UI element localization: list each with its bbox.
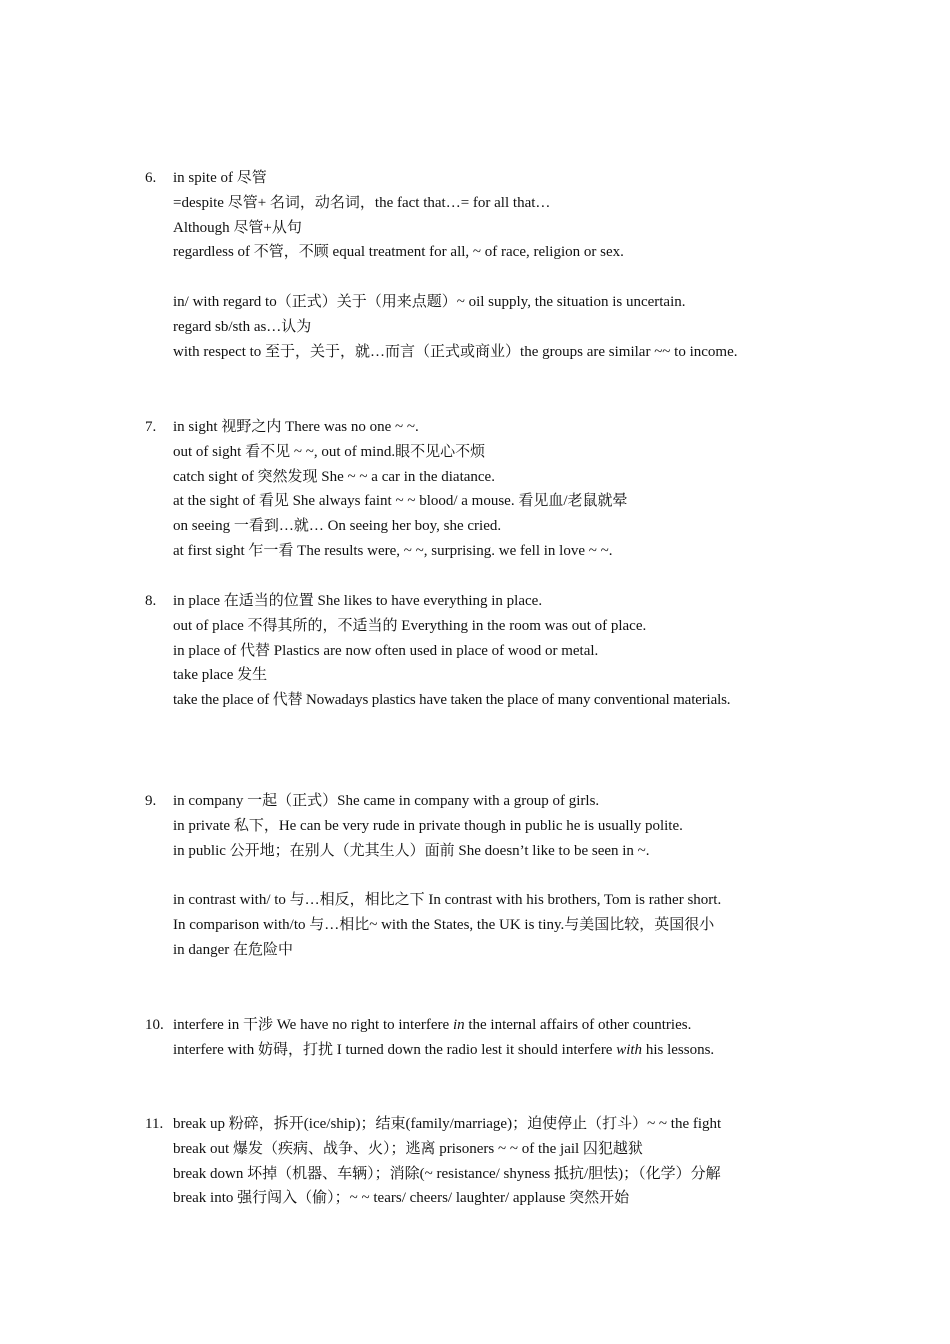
entry-line: Although 尽管+从句 [173, 219, 302, 236]
entry-lines [173, 415, 903, 564]
line-text: the internal affairs of other countries. [464, 1017, 692, 1033]
entry-line: take place 发生 [173, 667, 268, 684]
entry-lines [173, 789, 903, 963]
entry-line: on seeing 一看到…就… On seeing her boy, she cried. [173, 518, 502, 535]
entry-line: in spite of 尽管 [173, 170, 267, 186]
entry-line: break into 强行闯入（偷）；~ ~ tears/ cheers/ laughter/ applause 突然开始 [173, 1190, 630, 1207]
entry-line: out of sight 看不见 ~ ~, out of mind.眼不见心不烦 [173, 443, 486, 460]
entry-line: in public 公开地；在别人（尤其生人）面前 She doesn’t like to be seen in ~. [173, 842, 650, 859]
blank-line [173, 265, 903, 290]
entry-lines [173, 1013, 903, 1063]
entry-line: in/ with regard to（正式）关于（用来点题）~ oil supply, the situation is uncertain. [173, 293, 686, 310]
entry-line: =despite 尽管+ 名词，动名词，the fact that…= for all that… [173, 194, 551, 211]
line-text: his lessons. [642, 1041, 715, 1058]
entry-number: 6. [145, 170, 157, 186]
entry-number: 9. [145, 793, 157, 809]
entry-line: take the place of 代替 Nowadays plastics have taken the place of many conventional materials. [173, 692, 731, 709]
entry-line: in place of 代替 Plastics are now often used in place of wood or metal. [173, 642, 599, 659]
entry-line: at first sight 乍一看 The results were, ~ ~, surprising. we fell in love ~ ~. [173, 542, 613, 559]
entry-lines [173, 166, 903, 364]
emphasis-text: with [616, 1041, 643, 1058]
entry-line: regardless of 不管，不顾 equal treatment for all, ~ of race, religion or sex. [173, 244, 624, 261]
entry-lines [173, 1112, 903, 1211]
line-text: interfere with 妨碍，打扰 I turned down the radio lest it should interfere [173, 1041, 617, 1058]
entry-line: in danger 在危险中 [173, 941, 293, 958]
entry-line: break up 粉碎，拆开(ice/ship)；结束(family/marriage)；迫使停止（打斗）~ ~ the fight [173, 1116, 722, 1132]
entry-number: 7. [145, 419, 157, 435]
entry-line: at the sight of 看见 She always faint ~ ~ blood/ a mouse. 看见血/老鼠就晕 [173, 493, 628, 510]
entry-number: 10. [145, 1017, 164, 1033]
entry-line [173, 1013, 903, 1038]
entry-number: 11. [145, 1116, 164, 1132]
entry-line: break out 爆发（疾病、战争、火）；逃离 prisoners ~ ~ of the jail 囚犯越狱 [173, 1140, 643, 1157]
entry-line: in private 私下，He can be very rude in private though in public he is usually polite. [173, 817, 683, 834]
entry-line: in contrast with/ to 与…相反，相比之下 In contrast with his brothers, Tom is rather short. [173, 892, 722, 909]
entry-line: out of place 不得其所的，不适当的 Everything in the room was out of place. [173, 617, 647, 634]
entry-number: 8. [145, 593, 157, 609]
entry-line [173, 1038, 903, 1063]
entry-line: in place 在适当的位置 She likes to have everything in place. [173, 593, 543, 609]
line-text: interfere in 干涉 We have no right to interfere [173, 1017, 453, 1033]
entry-line: catch sight of 突然发现 She ~ ~ a car in the diatance. [173, 468, 495, 485]
entry-line: break down 坏掉（机器、车辆）；消除(~ resistance/ shyness 抵抗/胆怯)；（化学）分解 [173, 1165, 721, 1182]
entry-line: regard sb/sth as…认为 [173, 318, 312, 335]
entry-line: in sight 视野之内 There was no one ~ ~. [173, 419, 419, 435]
entry-line: In comparison with/to 与…相比~ with the States, the UK is tiny.与美国比较，英国很小 [173, 916, 715, 933]
entry-line: with respect to 至于，关于，就…而言（正式或商业）the groups are similar ~~ to income. [173, 343, 738, 360]
entry-lines [173, 589, 903, 713]
blank-line [173, 863, 903, 888]
entry-line: in company 一起（正式）She came in company with a group of girls. [173, 793, 600, 809]
emphasis-text: in [452, 1017, 465, 1033]
